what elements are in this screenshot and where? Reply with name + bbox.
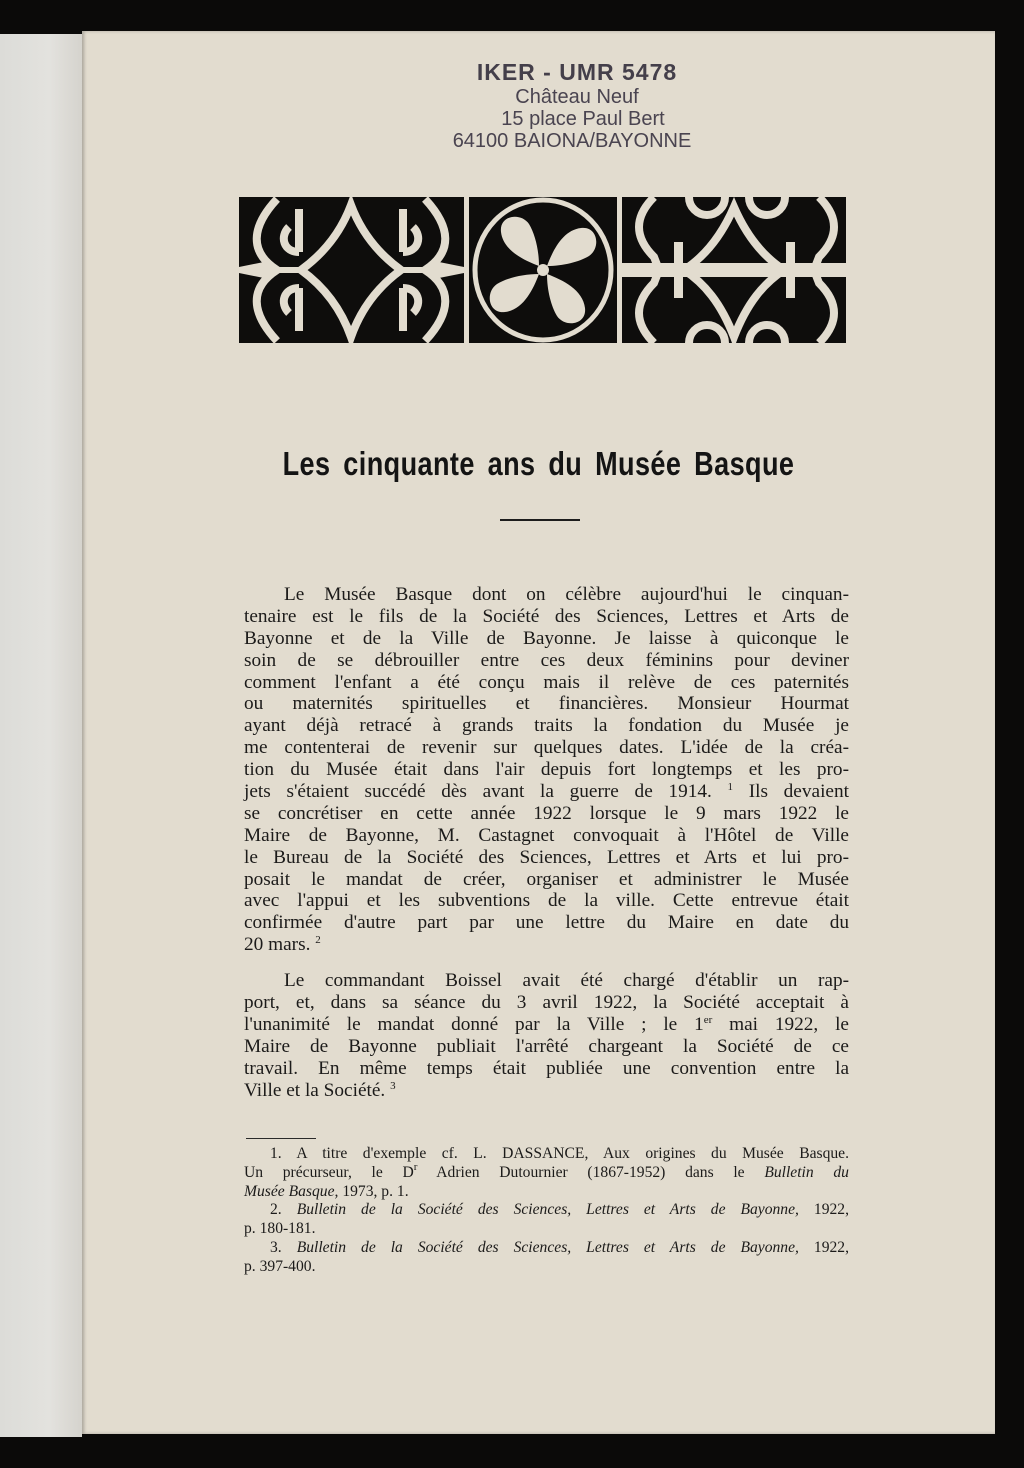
footnote-line: [244, 1160, 849, 1183]
text-line: Le commandant Boissel avait été chargé d'établir un rap-: [284, 970, 849, 992]
text-line: tion du Musée était dans l'air depuis fort longtemps et les pro-: [244, 759, 849, 781]
text-segment: Ville et la Société.: [244, 1079, 386, 1101]
text-segment: 20 mars.: [244, 934, 311, 956]
footnote-line: p. 397-400.: [244, 1257, 316, 1275]
stamp-line-street: 15 place Paul Bert: [501, 108, 665, 130]
paragraph-gap: [244, 956, 849, 970]
basque-ornament-band: [239, 197, 846, 343]
text-line: Bayonne et de la Ville de Bayonne. Je laisse à quiconque le: [244, 627, 849, 649]
footnote-line: [244, 1239, 849, 1258]
text-segment: 1922,: [813, 1201, 849, 1219]
footnote-ref-1[interactable]: 1: [727, 781, 734, 794]
text-line: [244, 1080, 849, 1102]
stamp-line-institution: IKER - UMR 5478: [476, 59, 678, 85]
text-line: ayant déjà retracé à grands traits la fondation du Musée je: [244, 715, 849, 737]
text-segment: mai 1922, le: [729, 1013, 849, 1035]
title-divider: [500, 519, 580, 521]
footnotes: [244, 1145, 849, 1277]
library-stamp: [427, 58, 727, 152]
citation-title: Bulletin de la Société des Sciences, Lettres et Arts de Bayonne,: [296, 1201, 799, 1219]
text-line: Maire de Bayonne publiait l'arrêté chargeant la Société de ce: [244, 1035, 849, 1057]
article-title: Les cinquante ans du Musée Basque: [282, 445, 795, 483]
paragraph-2: [244, 970, 849, 1101]
text-line: [244, 1014, 849, 1036]
text-segment: 1922,: [813, 1238, 849, 1256]
text-line: Le Musée Basque dont on célèbre aujourd'hui le cinquan-: [284, 584, 849, 605]
stamp-line-building: Château Neuf: [515, 86, 639, 108]
text-segment: l'unanimité le mandat donné par la Ville ; le 1: [244, 1013, 704, 1035]
text-line: Maire de Bayonne, M. Castagnet convoquait à l'Hôtel de Ville: [244, 824, 849, 846]
text-line: [244, 781, 849, 803]
citation-title: Bulletin du: [764, 1163, 849, 1181]
text-line: port, et, dans sa séance du 3 avril 1922, la Société acceptait à: [244, 992, 849, 1014]
article-body: [244, 584, 849, 1101]
diamond-scroll-panel: [239, 197, 464, 343]
text-line: comment l'enfant a été conçu mais il relève de ces paternités: [244, 671, 849, 693]
text-line: avec l'appui et les subventions de la ville. Cette entrevue était: [244, 890, 849, 912]
citation-title: Bulletin de la Société des Sciences, Lettres et Arts de Bayonne,: [296, 1238, 799, 1256]
text-line: [244, 934, 849, 956]
text-line: ou maternités spirituelles et financières. Monsieur Hourmat: [244, 693, 849, 715]
text-segment: Ils devaient: [748, 781, 849, 803]
text-line: se concrétiser en cette année 1922 lorsque le 9 mars 1922 le: [244, 802, 849, 824]
footnote-3: [244, 1239, 849, 1277]
lauburu-cross-panel: [469, 197, 617, 343]
footnote-separator: [246, 1138, 316, 1139]
text-line: tenaire est le fils de la Société des Sciences, Lettres et Arts de: [244, 605, 849, 627]
footnote-line: [244, 1183, 849, 1202]
citation-title: Musée Basque,: [244, 1182, 339, 1200]
text-line: confirmée d'autre part par une lettre du Maire en date du: [244, 912, 849, 934]
text-segment: Adrien Dutournier (1867-1952) dans le: [436, 1163, 745, 1181]
text-line: me contenterai de revenir sur quelques dates. L'idée de la créa-: [244, 737, 849, 759]
text-segment: Un précurseur, le D: [244, 1163, 414, 1181]
text-line: travail. En même temps était publiée une convention entre la: [244, 1057, 849, 1079]
text-line: soin de se débrouiller entre ces deux féminins pour deviner: [244, 649, 849, 671]
footnote-number: 3.: [270, 1238, 282, 1256]
paragraph-1: [244, 584, 849, 956]
stamp-line-city: 64100 BAIONA/BAYONNE: [452, 130, 692, 152]
document-page: [82, 31, 995, 1434]
diamond-cross-panel: [622, 197, 846, 343]
text-segment: jets s'étaient succédé dès avant la guerre de 1914.: [244, 781, 712, 803]
footnote-line: 1. A titre d'exemple cf. L. DASSANCE, Aux origines du Musée Basque.: [270, 1145, 849, 1162]
footnote-number: 2.: [270, 1201, 282, 1219]
footnote-2: [244, 1201, 849, 1239]
footnote-line: p. 180-181.: [244, 1220, 316, 1238]
footnote-ref-3[interactable]: 3: [390, 1079, 396, 1092]
ordinal-superscript: er: [703, 1013, 713, 1026]
text-line: le Bureau de la Société des Sciences, Lettres et Arts et lui pro-: [244, 846, 849, 868]
footnote-ref-2[interactable]: 2: [315, 934, 321, 947]
footnote-1: [244, 1145, 849, 1201]
text-line: posait le mandat de créer, organiser et administrer le Musée: [244, 868, 849, 890]
facing-page-edge: [0, 34, 82, 1437]
text-segment: 1973, p. 1.: [342, 1182, 409, 1200]
abbrev-superscript: r: [413, 1160, 418, 1173]
footnote-line: [244, 1201, 849, 1220]
